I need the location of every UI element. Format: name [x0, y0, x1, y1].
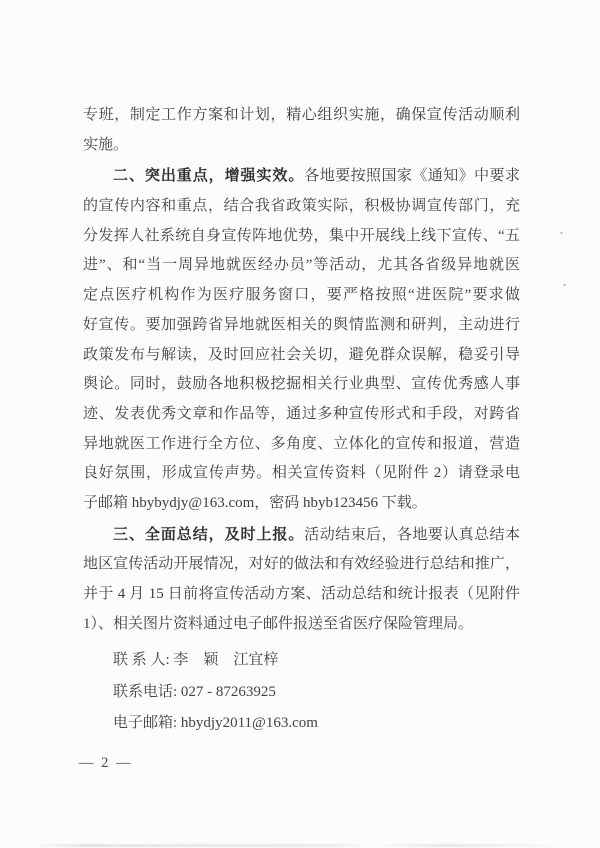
document-line: 1）、相关图片资料通过电子邮件报送至省医疗保险管理局。 [83, 615, 474, 632]
scan-speck [563, 284, 566, 286]
document-line: 的宣传内容和重点，结合我省政策实际，积极协调宣传部门，充 [83, 198, 520, 215]
document-line-heading: 三、全面总结，及时上报。活动结束后，各地要认真总结本 [113, 526, 520, 543]
heading-lead: 三、全面总结，及时上报。 [113, 526, 305, 543]
document-line: 并于 4 月 15 日前将宣传活动方案、活动总结和统计报表（见附件 [83, 586, 520, 602]
document-line: 地区宣传活动开展情况，对好的做法和有效经验进行总结和推广， [83, 556, 520, 573]
document-line: 进”、和“当一周异地就医经办员”等活动，尤其各省级异地就医 [83, 257, 520, 274]
footer-page-number: — 2 — [79, 755, 133, 771]
document-line: 实施。 [83, 136, 129, 153]
document-line: 子邮箱 hbybydjy@163.com，密码 hbyb123456 下载。 [83, 494, 427, 511]
contact-line: 电子邮箱: hbydjy2011@163.com [113, 715, 318, 732]
document-line: 迹、发表优秀文章和作品等，通过多种宣传形式和手段，对跨省 [83, 405, 520, 422]
contact-line: 联系电话: 027 - 87263925 [113, 683, 276, 700]
document-body [83, 101, 520, 740]
document-line: 舆论。同时，鼓励各地积极挖掘相关行业典型、宣传优秀感人事 [83, 376, 520, 393]
document-line: 好宣传。要加强跨省异地就医相关的舆情监测和研判，主动进行 [83, 316, 520, 333]
document-line: 定点医疗机构作为医疗服务窗口，要严格按照“进医院”要求做 [83, 287, 520, 304]
heading-lead: 二、突出重点，增强实效。 [113, 168, 305, 185]
document-line-heading: 二、突出重点，增强实效。各地要按照国家《通知》中要求 [113, 168, 520, 185]
scan-speck [560, 232, 563, 234]
contact-line: 联 系 人: 李 颖 江宜梓 [113, 652, 279, 669]
document-line: 异地就医工作进行全方位、多角度、立体化的宣传和报道，营造 [83, 435, 520, 452]
document-line: 良好氛围，形成宣传声势。相关宣传资料（见附件 2）请登录电 [83, 465, 520, 482]
scan-edge-shadow [30, 844, 580, 847]
document-line: 政策发布与解读，及时回应社会关切，避免群众误解，稳妥引导 [83, 346, 520, 363]
document-line: 专班，制定工作方案和计划，精心组织实施，确保宣传活动顺利 [83, 107, 520, 123]
document-line: 分发挥人社系统自身宣传阵地优势，集中开展线上线下宣传、“五 [83, 227, 520, 244]
